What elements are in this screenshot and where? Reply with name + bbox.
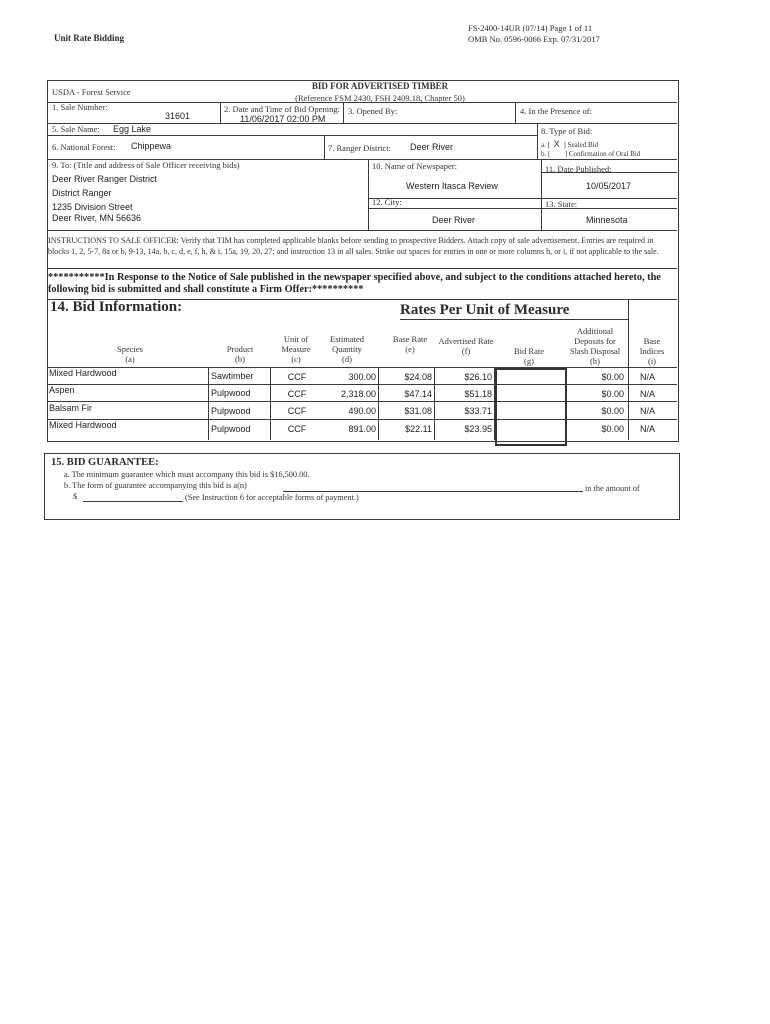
cell-unit: CCF: [287, 406, 307, 416]
guarantee-form-field[interactable]: [283, 491, 583, 492]
cell-base-rate: $47.14: [404, 389, 432, 399]
divider: [220, 102, 221, 123]
cell-base-indices: N/A: [640, 389, 656, 399]
cell-quantity: 891.00: [348, 424, 376, 434]
type-b-prefix: b. [: [541, 150, 551, 158]
row-divider: [47, 419, 677, 420]
cell-slash-deposit: $0.00: [601, 424, 624, 434]
row-divider: [47, 384, 677, 385]
dollar-sign: $: [73, 492, 78, 501]
city-label: 12. City:: [372, 197, 402, 207]
divider: [47, 230, 677, 231]
cell-species: Aspen: [49, 385, 75, 395]
sealed-bid-label: ] Sealed Bid: [563, 141, 599, 149]
to-line-2: District Ranger: [52, 188, 112, 198]
col-code: (b): [235, 354, 245, 364]
col-divider: [378, 367, 379, 440]
cell-unit: CCF: [287, 389, 307, 399]
divider: [368, 159, 369, 230]
agency-label: USDA - Forest Service: [52, 87, 131, 97]
cell-unit: CCF: [287, 372, 307, 382]
col-code: (i): [647, 356, 657, 366]
ranger-district-label: 7. Ranger District:: [328, 143, 392, 153]
cell-quantity: 490.00: [348, 406, 376, 416]
opened-by-label: 3. Opened By:: [348, 106, 398, 116]
cell-product: Pulpwood: [211, 406, 251, 416]
cell-quantity: 300.00: [348, 372, 376, 382]
divider: [515, 102, 516, 123]
guarantee-line-a: a. The minimum guarantee which must accompany this bid is $16,500.00.: [64, 470, 310, 479]
in-amount-label: in the amount of: [585, 484, 640, 493]
type-a-prefix: a. [: [541, 141, 550, 149]
col-header-unit: [273, 334, 319, 364]
presence-label: 4. In the Presence of:: [520, 106, 592, 116]
cell-base-indices: N/A: [640, 406, 656, 416]
date-published-label: 11. Date Published:: [545, 164, 612, 174]
divider: [47, 135, 537, 136]
national-forest-field[interactable]: Chippewa: [131, 141, 172, 151]
col-header-bid-rate: [505, 346, 553, 366]
col-header-slash: [564, 326, 626, 366]
to-line-3: 1235 Division Street: [52, 202, 133, 212]
sale-number-label: 1. Sale Number:: [52, 102, 108, 112]
type-sealed-option[interactable]: [541, 139, 598, 149]
row-divider: [47, 401, 677, 402]
cell-base-rate: $31.08: [404, 406, 432, 416]
guarantee-line-b: b. The form of guarantee accompanying this bid is a(n): [64, 481, 247, 490]
divider: [324, 135, 325, 159]
col-header-product: [210, 344, 270, 364]
newspaper-label: 10. Name of Newspaper:: [372, 161, 457, 171]
guarantee-amount-field[interactable]: [83, 501, 183, 502]
col-title: Base Indices: [639, 336, 665, 356]
divider: [400, 319, 628, 320]
divider: [541, 159, 542, 230]
cell-advertised-rate: $23.95: [464, 424, 492, 434]
col-title: Bid Rate: [514, 346, 544, 356]
divider: [343, 102, 344, 123]
cell-base-rate: $22.11: [405, 424, 432, 434]
col-header-base-rate: [390, 334, 430, 354]
form-title: BID FOR ADVERTISED TIMBER: [311, 81, 449, 91]
national-forest-label: 6. National Forest:: [52, 142, 116, 152]
bid-rate-input-box[interactable]: [495, 368, 567, 446]
newspaper-field[interactable]: Western Itasca Review: [406, 181, 498, 191]
cell-base-rate: $24.08: [404, 372, 432, 382]
col-header-quantity: [322, 334, 372, 364]
col-header-indices: [632, 336, 672, 366]
form-type-title: Unit Rate Bidding: [54, 33, 125, 43]
divider: [368, 198, 677, 199]
cell-species: Mixed Hardwood: [49, 420, 117, 430]
col-code: (f): [461, 346, 471, 356]
sealed-bid-check[interactable]: X: [553, 139, 560, 149]
cell-base-indices: N/A: [640, 372, 656, 382]
bid-information-heading: 14. Bid Information:: [50, 299, 183, 315]
cell-advertised-rate: $33.71: [464, 406, 492, 416]
divider: [47, 268, 677, 269]
col-title: Product: [226, 344, 254, 354]
col-code: (e): [405, 344, 415, 354]
instructions-text: INSTRUCTIONS TO SALE OFFICER: Verify that TIM has completed applicable blanks before sending to prospective Bidders. Attach copy of sale advertisement. Entries are required in blocks 1, 2, 5-7, 8a or b, 9-13, 14a, b, c, d, e, f, h, & i, 15a, 19, 20, 27; and instruction 13 in all sales. Strike out spaces for entries in one or more columns h, or i, if not applicable to the sale.: [48, 236, 659, 256]
cell-product: Sawtimber: [211, 371, 254, 381]
ranger-district-field[interactable]: Deer River: [410, 142, 454, 152]
to-line-1: Deer River Ranger District: [52, 174, 158, 184]
col-code: (g): [524, 356, 534, 366]
sale-name-label: 5. Sale Name:: [52, 124, 100, 134]
cell-product: Pulpwood: [211, 424, 251, 434]
col-title: Additional Deposits for Slash Disposal: [569, 326, 621, 356]
see-instruction-note: (See Instruction 6 for acceptable forms of payment.): [185, 493, 359, 502]
type-of-bid-label: 8. Type of Bid:: [541, 126, 593, 136]
cell-slash-deposit: $0.00: [601, 372, 624, 382]
type-oral-option[interactable]: [541, 150, 640, 158]
divider: [537, 123, 538, 159]
cell-quantity: 2,318.00: [340, 389, 376, 399]
sale-name-field[interactable]: Egg Lake: [113, 124, 152, 134]
col-header-species: [60, 344, 200, 364]
to-line-4: Deer River, MN 56636: [52, 213, 142, 223]
col-code: (a): [125, 354, 135, 364]
form-reference: (Reference FSM 2430, FSH 2409.18, Chapter 50): [295, 93, 465, 103]
bid-guarantee-heading: 15. BID GUARANTEE:: [51, 457, 159, 468]
col-header-advertised-rate: [438, 336, 494, 356]
col-code: (c): [291, 354, 301, 364]
col-title: Unit of Measure: [281, 334, 311, 354]
to-label: 9. To: (Title and address of Sale Officer receiving bids): [52, 160, 240, 170]
cell-slash-deposit: $0.00: [601, 406, 624, 416]
cell-species: Mixed Hardwood: [49, 368, 117, 378]
col-title: Base Rate: [392, 334, 428, 344]
city-field[interactable]: Deer River: [432, 215, 476, 225]
bid-opening-field[interactable]: 11/06/2017 02:00 PM: [240, 114, 326, 124]
omb-number: OMB No. 0596-0066 Exp. 07/31/2017: [468, 34, 600, 44]
cell-product: Pulpwood: [211, 388, 251, 398]
bid-opening-label: 2. Date and Time of Bid Opening:: [224, 104, 340, 114]
state-field[interactable]: Minnesota: [586, 215, 628, 225]
table-header-divider: [47, 367, 677, 368]
col-title: Advertised Rate: [438, 336, 494, 346]
form-id: FS-2400-14UR (07/14) Page 1 of 11: [468, 23, 593, 33]
rates-heading: Rates Per Unit of Measure: [400, 302, 570, 318]
cell-species: Balsam Fir: [49, 403, 93, 413]
col-code: (d): [342, 354, 352, 364]
col-divider: [270, 367, 271, 440]
cell-unit: CCF: [287, 424, 307, 434]
cell-advertised-rate: $51.18: [464, 389, 492, 399]
col-divider: [434, 367, 435, 440]
cell-base-indices: N/A: [640, 424, 656, 434]
firm-offer-statement: ***********In Response to the Notice of Sale published in the newspaper specified above, and subject to the conditions attached hereto, the following bid is submitted and shall constitute a Firm Offer:**********: [48, 272, 661, 295]
cell-slash-deposit: $0.00: [601, 389, 624, 399]
col-title: Species: [117, 344, 143, 354]
state-label: 13. State:: [545, 199, 578, 209]
cell-advertised-rate: $26.10: [464, 372, 492, 382]
col-code: (h): [590, 356, 600, 366]
oral-bid-label: ] Confirmation of Oral Bid: [564, 150, 641, 158]
col-divider: [208, 367, 209, 440]
form-id-block: [468, 23, 600, 45]
sale-number-field[interactable]: 31601: [165, 111, 191, 121]
date-published-field[interactable]: 10/05/2017: [586, 181, 632, 191]
divider: [47, 102, 677, 103]
divider: [368, 208, 677, 209]
col-title: Estimated Quantity: [330, 334, 364, 354]
